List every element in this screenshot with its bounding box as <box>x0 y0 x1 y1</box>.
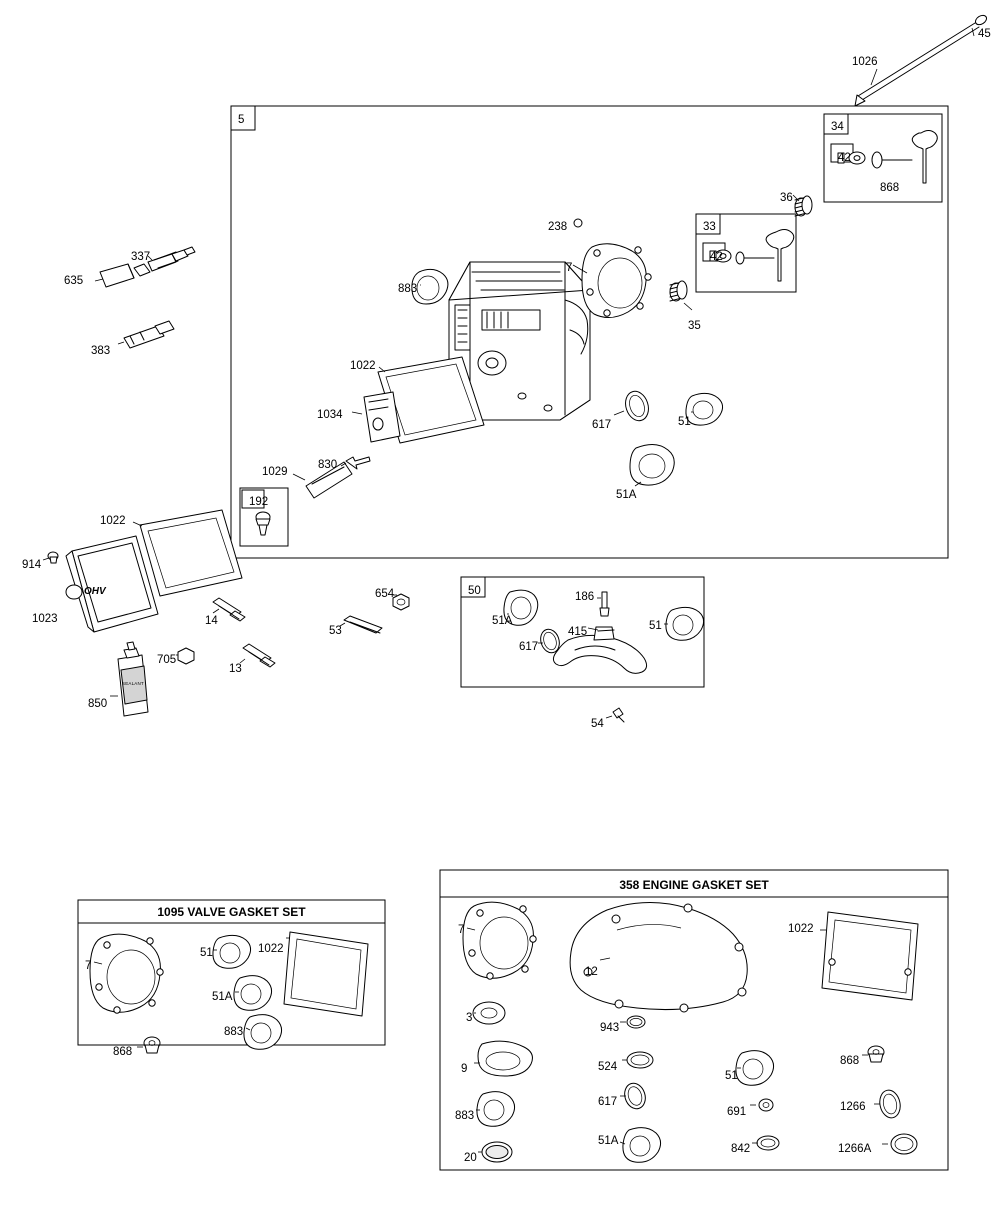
callout-35: 35 <box>688 320 701 332</box>
callout-51A: 51A <box>598 1135 619 1147</box>
callout-868: 868 <box>880 182 900 194</box>
callout-7: 7 <box>566 262 573 274</box>
callout-883: 883 <box>224 1026 244 1038</box>
callout-868: 868 <box>840 1055 860 1067</box>
callout-654: 654 <box>375 588 395 600</box>
callout-3: 3 <box>466 1012 473 1024</box>
callout-54: 54 <box>591 718 604 730</box>
callout-9: 9 <box>461 1063 468 1075</box>
sealant-label-text: SEALANT <box>122 681 144 686</box>
callout-1022: 1022 <box>258 943 284 955</box>
callout-1023: 1023 <box>32 613 58 625</box>
callout-51: 51 <box>200 947 213 959</box>
callout-850: 850 <box>88 698 108 710</box>
callout-1022: 1022 <box>350 360 376 372</box>
callout-617: 617 <box>598 1096 618 1108</box>
callout-51A: 51A <box>212 991 233 1003</box>
callout-337: 337 <box>131 251 151 263</box>
callout-524: 524 <box>598 1061 618 1073</box>
callout-1266: 1266 <box>840 1101 866 1113</box>
callout-1266A: 1266A <box>838 1143 872 1155</box>
callout-34: 34 <box>831 121 844 133</box>
callout-635: 635 <box>64 275 84 287</box>
callout-33: 33 <box>703 221 716 233</box>
callout-51: 51 <box>678 416 691 428</box>
callout-42: 42 <box>710 251 723 263</box>
ohv-logo-text: OHV <box>84 586 106 597</box>
callout-914: 914 <box>22 559 42 571</box>
callout-45: 45 <box>978 28 991 40</box>
callout-238: 238 <box>548 221 568 233</box>
callout-51: 51 <box>725 1070 738 1082</box>
callout-1034: 1034 <box>317 409 343 421</box>
callout-617: 617 <box>519 641 539 653</box>
callout-868: 868 <box>113 1046 133 1058</box>
callout-1029: 1029 <box>262 466 288 478</box>
callout-42: 42 <box>838 152 851 164</box>
callout-50: 50 <box>468 585 481 597</box>
callout-383: 383 <box>91 345 111 357</box>
callout-883: 883 <box>455 1110 475 1122</box>
engine-gasket-set-title: 358 ENGINE GASKET SET <box>619 878 769 892</box>
callout-1026: 1026 <box>852 56 878 68</box>
callout-186: 186 <box>575 591 595 603</box>
callout-705: 705 <box>157 654 177 666</box>
callout-842: 842 <box>731 1143 751 1155</box>
callout-617: 617 <box>592 419 612 431</box>
callout-14: 14 <box>205 615 218 627</box>
callout-1022: 1022 <box>788 923 814 935</box>
callout-7: 7 <box>458 924 465 936</box>
callout-7: 7 <box>85 960 92 972</box>
callout-192: 192 <box>249 496 269 508</box>
callout-36: 36 <box>780 192 793 204</box>
callout-1022: 1022 <box>100 515 126 527</box>
callout-12: 12 <box>585 966 598 978</box>
callout-20: 20 <box>464 1152 477 1164</box>
callout-51A: 51A <box>492 615 513 627</box>
valve-gasket-set-title: 1095 VALVE GASKET SET <box>157 905 306 919</box>
callout-13: 13 <box>229 663 242 675</box>
callout-883: 883 <box>398 283 418 295</box>
callout-943: 943 <box>600 1022 620 1034</box>
callout-5: 5 <box>238 114 245 126</box>
callout-51A: 51A <box>616 489 637 501</box>
callout-53: 53 <box>329 625 342 637</box>
callout-691: 691 <box>727 1106 747 1118</box>
callout-51: 51 <box>649 620 662 632</box>
callout-415: 415 <box>568 626 588 638</box>
callout-830: 830 <box>318 459 338 471</box>
